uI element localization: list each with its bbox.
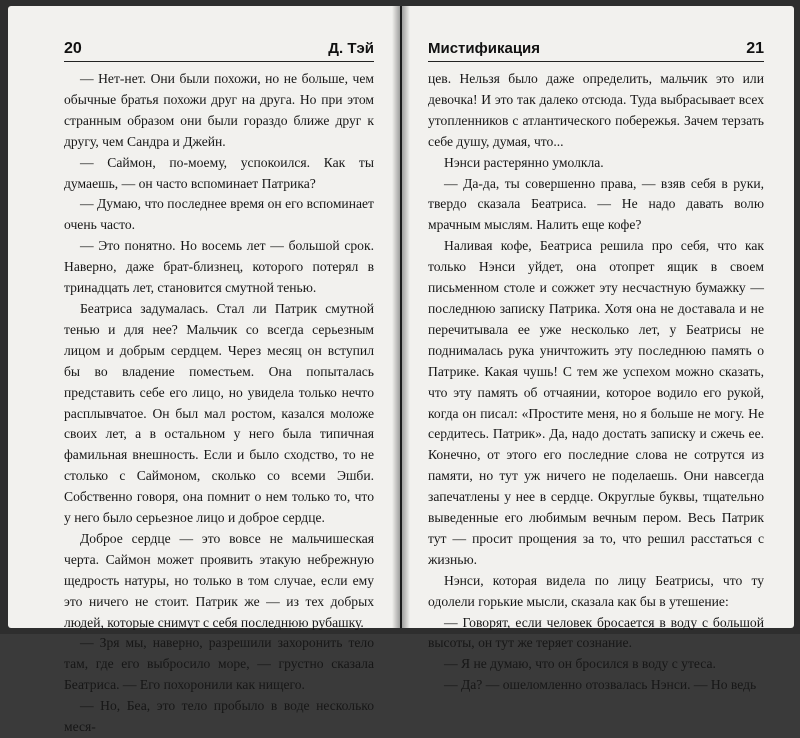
paragraph: — Саймон, по-моему, успокоился. Как ты думаешь, — он часто вспоминает Патрика? — [64, 154, 374, 191]
paragraph: — Я не думаю, что он бросился в воду с утеса. — [444, 656, 716, 672]
paragraph: Доброе сердце — это вовсе не мальчишеская черта. Саймон может проявить этакую небрежную щедрость натуры, но только в том случае, если ему это ничего не стоит. Патрик же — из тех добрых людей, которые снимут с себя последнюю рубашку. — [64, 530, 374, 630]
left-page — [8, 6, 400, 735]
paragraph: — Да-да, ты совершенно права, — взяв себя в руки, твердо сказала Беатриса. — Не надо давать волю мрачным мыслям. Налить еще кофе? — [428, 175, 764, 233]
left-page-header — [64, 40, 374, 62]
right-page-number: 21 — [746, 40, 764, 57]
paragraph: — Но, Беа, это тело пробыло в воде несколько меся- — [64, 698, 374, 735]
right-page-header — [428, 40, 764, 62]
paragraph: Нэнси растерянно умолкла. — [444, 154, 604, 170]
paragraph: Наливая кофе, Беатриса решила про себя, что как только Нэнси уйдет, она отопрет ящик в своем письменном столе и сожжет эту несчастную бумажку — последнюю записку Патрика. Хотя она не доставала и не перечитывала ее уже несколько лет, у Беатрисы не поднималась рука уничтожить эту последнюю память о Патрике. Какая чушь! С тем же успехом можно сказать, что эту память об отчаянии, которое водило его рукой, когда он писал: «Простите меня, но я больше не могу. Не сердитесь. Патрик». Да, надо достать записку и сжечь ее. Конечно, от этого его последние слова не сотрутся из памяти, но тут уж ничего не поделаешь. Они навсегда запечатлены у нее в сердце. Округлые буквы, тщательно выведенные его любимым вечным пером. Весь Патрик тут — просит прощения за то, что решил расстаться с жизнью. — [428, 238, 764, 567]
paragraph: — Думаю, что последнее время он его вспоминает очень часто. — [64, 196, 374, 233]
continued-paragraph: цев. Нельзя было даже определить, мальчик это или девочка! И это так далеко отсюда. Туда выбрасывает всех утопленников с атлантического побережья. Зачем терзать себе душу, думая, что... — [428, 71, 764, 149]
paragraph: Беатриса задумалась. Стал ли Патрик смутной тенью и для нее? Мальчик со всегда серьезным лицом и добрым сердцем. Через месяц он вступил бы во владение поместьем. Она попыталась представить себе его лицо, но увидела только нечто расплывчатое. Он был мал ростом, казался моложе своих лет, а в остальном у него была типичная фамильная внешность. Если и было сходство, то не столько с Саймоном, сколько со всеми Эшби. Собственно говоря, она помнит о нем только то, что у него было серьезное лицо и доброе сердце. — [64, 300, 374, 526]
paragraph: — Говорят, если человек бросается в воду с большой высоты, он тут же теряет сознание. — [428, 614, 764, 651]
paragraph: — Зря мы, наверно, разрешили захоронить тело там, где его выбросило море, — грустно сказала Беатриса. — Его похоронили как нищего. — [64, 635, 374, 693]
right-running-head: Мистификация — [428, 40, 541, 57]
left-running-head: Д. Тэй — [328, 40, 374, 57]
paragraph: — Да? — ошеломленно отозвалась Нэнси. — Но ведь — [444, 677, 757, 693]
right-page — [402, 6, 794, 693]
left-page-number: 20 — [64, 40, 82, 57]
paragraph: Нэнси, которая видела по лицу Беатрисы, что ту одолели горькие мысли, сказала как бы в утешение: — [428, 572, 764, 609]
paragraph: — Это понятно. Но восемь лет — большой срок. Наверно, даже брат-близнец, которого потерял в тринадцать лет, становится смутной тенью. — [64, 238, 374, 296]
paragraph: — Нет-нет. Они были похожи, но не больше, чем обычные братья похожи друг на друга. Но при этом странным образом они были гораздо ближе друг к другу, чем Сандра и Джейн. — [64, 71, 374, 149]
left-page-text — [64, 69, 374, 738]
right-page-text — [428, 69, 764, 696]
